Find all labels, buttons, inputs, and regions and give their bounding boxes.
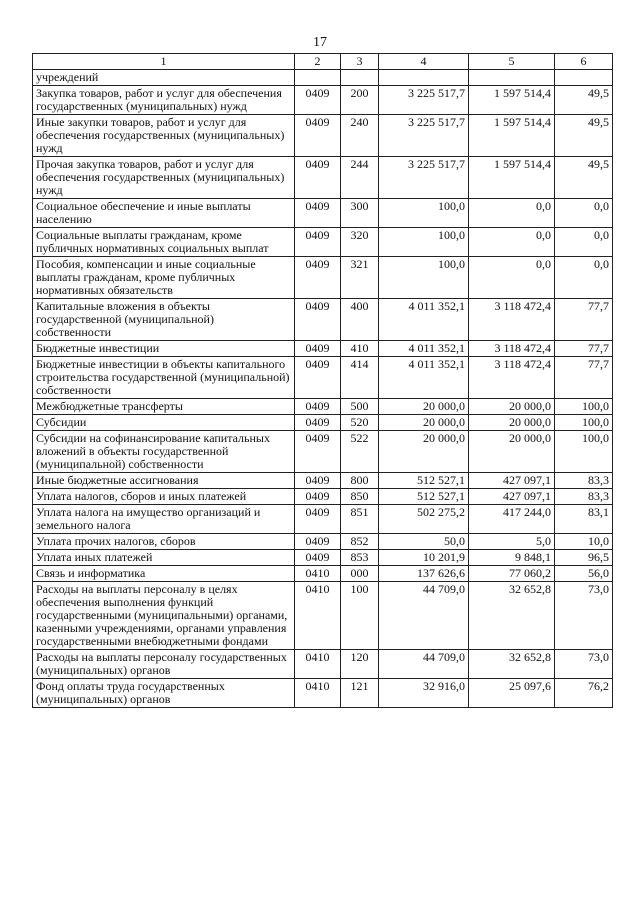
- item-name-cell: Уплата налога на имущество организаций и земельного налога: [33, 505, 295, 534]
- section-code-cell: 0410: [295, 582, 341, 650]
- expense-type-cell: 853: [341, 550, 379, 566]
- column-header: 1: [33, 54, 295, 70]
- table-row: [33, 582, 613, 650]
- table-row: [33, 86, 613, 115]
- section-code-cell: 0409: [295, 505, 341, 534]
- execution-percent-cell: 49,5: [555, 115, 613, 157]
- table-row: [33, 341, 613, 357]
- actual-amount-cell: 77 060,2: [469, 566, 555, 582]
- budget-table: [32, 53, 613, 708]
- plan-amount-cell: 50,0: [379, 534, 469, 550]
- expense-type-cell: 520: [341, 415, 379, 431]
- header-row: [33, 54, 613, 70]
- plan-amount-cell: 100,0: [379, 199, 469, 228]
- execution-percent-cell: 73,0: [555, 650, 613, 679]
- table-row: [33, 199, 613, 228]
- actual-amount-cell: 3 118 472,4: [469, 357, 555, 399]
- plan-amount-cell: 512 527,1: [379, 489, 469, 505]
- table-row: [33, 299, 613, 341]
- column-header: 5: [469, 54, 555, 70]
- section-code-cell: 0409: [295, 399, 341, 415]
- expense-type-cell: [341, 70, 379, 86]
- execution-percent-cell: 100,0: [555, 399, 613, 415]
- section-code-cell: 0409: [295, 550, 341, 566]
- plan-amount-cell: 32 916,0: [379, 679, 469, 708]
- item-name-cell: Иные бюджетные ассигнования: [33, 473, 295, 489]
- expense-type-cell: 800: [341, 473, 379, 489]
- section-code-cell: 0409: [295, 489, 341, 505]
- section-code-cell: 0409: [295, 431, 341, 473]
- plan-amount-cell: 137 626,6: [379, 566, 469, 582]
- section-code-cell: 0409: [295, 86, 341, 115]
- section-code-cell: 0409: [295, 115, 341, 157]
- actual-amount-cell: [469, 70, 555, 86]
- actual-amount-cell: 3 118 472,4: [469, 299, 555, 341]
- item-name-cell: Уплата налогов, сборов и иных платежей: [33, 489, 295, 505]
- table-row: [33, 431, 613, 473]
- section-code-cell: 0409: [295, 357, 341, 399]
- column-header: 4: [379, 54, 469, 70]
- plan-amount-cell: 3 225 517,7: [379, 86, 469, 115]
- item-name-cell: Расходы на выплаты персоналу государственных (муниципальных) органов: [33, 650, 295, 679]
- expense-type-cell: 320: [341, 228, 379, 257]
- expense-type-cell: 244: [341, 157, 379, 199]
- actual-amount-cell: 1 597 514,4: [469, 157, 555, 199]
- plan-amount-cell: 502 275,2: [379, 505, 469, 534]
- expense-type-cell: 500: [341, 399, 379, 415]
- table-row: [33, 157, 613, 199]
- execution-percent-cell: [555, 70, 613, 86]
- item-name-cell: Пособия, компенсации и иные социальные выплаты гражданам, кроме публичных нормативных обязательств: [33, 257, 295, 299]
- expense-type-cell: 522: [341, 431, 379, 473]
- expense-type-cell: 121: [341, 679, 379, 708]
- plan-amount-cell: 20 000,0: [379, 431, 469, 473]
- actual-amount-cell: 25 097,6: [469, 679, 555, 708]
- item-name-cell: Закупка товаров, работ и услуг для обеспечения государственных (муниципальных) нужд: [33, 86, 295, 115]
- plan-amount-cell: 3 225 517,7: [379, 157, 469, 199]
- table-row: [33, 257, 613, 299]
- expense-type-cell: 414: [341, 357, 379, 399]
- item-name-cell: Капитальные вложения в объекты государственной (муниципальной) собственности: [33, 299, 295, 341]
- expense-type-cell: 100: [341, 582, 379, 650]
- section-code-cell: 0409: [295, 473, 341, 489]
- column-header: 6: [555, 54, 613, 70]
- execution-percent-cell: 83,3: [555, 473, 613, 489]
- table-row: [33, 566, 613, 582]
- expense-type-cell: 410: [341, 341, 379, 357]
- actual-amount-cell: 0,0: [469, 228, 555, 257]
- section-code-cell: 0409: [295, 534, 341, 550]
- execution-percent-cell: 100,0: [555, 415, 613, 431]
- item-name-cell: Субсидии на софинансирование капитальных вложений в объекты государственной (муниципальной) собственности: [33, 431, 295, 473]
- section-code-cell: 0409: [295, 299, 341, 341]
- execution-percent-cell: 77,7: [555, 341, 613, 357]
- table-row: [33, 550, 613, 566]
- table-row: [33, 505, 613, 534]
- table-row: [33, 489, 613, 505]
- expense-type-cell: 240: [341, 115, 379, 157]
- expense-type-cell: 852: [341, 534, 379, 550]
- item-name-cell: Расходы на выплаты персоналу в целях обеспечения выполнения функций государственными (муниципальными) органами, казенными учреждениями, органами управления государственными внебюджетными фондами: [33, 582, 295, 650]
- execution-percent-cell: 73,0: [555, 582, 613, 650]
- item-name-cell: Социальное обеспечение и иные выплаты населению: [33, 199, 295, 228]
- execution-percent-cell: 0,0: [555, 228, 613, 257]
- plan-amount-cell: 100,0: [379, 228, 469, 257]
- actual-amount-cell: 20 000,0: [469, 415, 555, 431]
- table-row: [33, 679, 613, 708]
- expense-type-cell: 200: [341, 86, 379, 115]
- actual-amount-cell: 1 597 514,4: [469, 115, 555, 157]
- table-row: [33, 115, 613, 157]
- section-code-cell: 0410: [295, 679, 341, 708]
- execution-percent-cell: 49,5: [555, 86, 613, 115]
- plan-amount-cell: 20 000,0: [379, 399, 469, 415]
- item-name-cell: Социальные выплаты гражданам, кроме публичных нормативных социальных выплат: [33, 228, 295, 257]
- item-name-cell: Иные закупки товаров, работ и услуг для обеспечения государственных (муниципальных) нужд: [33, 115, 295, 157]
- table-row: [33, 415, 613, 431]
- plan-amount-cell: 44 709,0: [379, 650, 469, 679]
- section-code-cell: 0409: [295, 157, 341, 199]
- execution-percent-cell: 96,5: [555, 550, 613, 566]
- execution-percent-cell: 77,7: [555, 299, 613, 341]
- plan-amount-cell: 512 527,1: [379, 473, 469, 489]
- item-name-cell: Связь и информатика: [33, 566, 295, 582]
- table-row: [33, 534, 613, 550]
- expense-type-cell: 850: [341, 489, 379, 505]
- actual-amount-cell: 0,0: [469, 199, 555, 228]
- item-name-cell: учреждений: [33, 70, 295, 86]
- expense-type-cell: 120: [341, 650, 379, 679]
- actual-amount-cell: 32 652,8: [469, 650, 555, 679]
- expense-type-cell: 851: [341, 505, 379, 534]
- item-name-cell: Уплата прочих налогов, сборов: [33, 534, 295, 550]
- page-number: 17: [313, 35, 327, 50]
- item-name-cell: Прочая закупка товаров, работ и услуг для обеспечения государственных (муниципальных) нужд: [33, 157, 295, 199]
- execution-percent-cell: 49,5: [555, 157, 613, 199]
- actual-amount-cell: 20 000,0: [469, 399, 555, 415]
- section-code-cell: 0409: [295, 257, 341, 299]
- table-row: [33, 70, 613, 86]
- plan-amount-cell: 20 000,0: [379, 415, 469, 431]
- section-code-cell: 0410: [295, 650, 341, 679]
- expense-type-cell: 300: [341, 199, 379, 228]
- table-row: [33, 399, 613, 415]
- item-name-cell: Субсидии: [33, 415, 295, 431]
- section-code-cell: 0409: [295, 228, 341, 257]
- actual-amount-cell: 3 118 472,4: [469, 341, 555, 357]
- expense-type-cell: 400: [341, 299, 379, 341]
- execution-percent-cell: 0,0: [555, 257, 613, 299]
- plan-amount-cell: 4 011 352,1: [379, 341, 469, 357]
- item-name-cell: Фонд оплаты труда государственных (муниципальных) органов: [33, 679, 295, 708]
- table-row: [33, 357, 613, 399]
- table-row: [33, 650, 613, 679]
- plan-amount-cell: [379, 70, 469, 86]
- plan-amount-cell: 4 011 352,1: [379, 299, 469, 341]
- execution-percent-cell: 100,0: [555, 431, 613, 473]
- execution-percent-cell: 10,0: [555, 534, 613, 550]
- execution-percent-cell: 76,2: [555, 679, 613, 708]
- plan-amount-cell: 3 225 517,7: [379, 115, 469, 157]
- actual-amount-cell: 427 097,1: [469, 489, 555, 505]
- execution-percent-cell: 83,3: [555, 489, 613, 505]
- actual-amount-cell: 427 097,1: [469, 473, 555, 489]
- execution-percent-cell: 0,0: [555, 199, 613, 228]
- plan-amount-cell: 10 201,9: [379, 550, 469, 566]
- plan-amount-cell: 4 011 352,1: [379, 357, 469, 399]
- column-header: 2: [295, 54, 341, 70]
- section-code-cell: 0409: [295, 341, 341, 357]
- actual-amount-cell: 20 000,0: [469, 431, 555, 473]
- plan-amount-cell: 100,0: [379, 257, 469, 299]
- actual-amount-cell: 0,0: [469, 257, 555, 299]
- actual-amount-cell: 32 652,8: [469, 582, 555, 650]
- item-name-cell: Бюджетные инвестиции: [33, 341, 295, 357]
- table-row: [33, 228, 613, 257]
- section-code-cell: [295, 70, 341, 86]
- execution-percent-cell: 56,0: [555, 566, 613, 582]
- table-row: [33, 473, 613, 489]
- actual-amount-cell: 5,0: [469, 534, 555, 550]
- item-name-cell: Уплата иных платежей: [33, 550, 295, 566]
- expense-type-cell: 321: [341, 257, 379, 299]
- section-code-cell: 0409: [295, 199, 341, 228]
- execution-percent-cell: 83,1: [555, 505, 613, 534]
- item-name-cell: Межбюджетные трансферты: [33, 399, 295, 415]
- actual-amount-cell: 417 244,0: [469, 505, 555, 534]
- actual-amount-cell: 9 848,1: [469, 550, 555, 566]
- execution-percent-cell: 77,7: [555, 357, 613, 399]
- expense-type-cell: 000: [341, 566, 379, 582]
- section-code-cell: 0410: [295, 566, 341, 582]
- column-header: 3: [341, 54, 379, 70]
- actual-amount-cell: 1 597 514,4: [469, 86, 555, 115]
- section-code-cell: 0409: [295, 415, 341, 431]
- item-name-cell: Бюджетные инвестиции в объекты капитального строительства государственной (муниципальной) собственности: [33, 357, 295, 399]
- plan-amount-cell: 44 709,0: [379, 582, 469, 650]
